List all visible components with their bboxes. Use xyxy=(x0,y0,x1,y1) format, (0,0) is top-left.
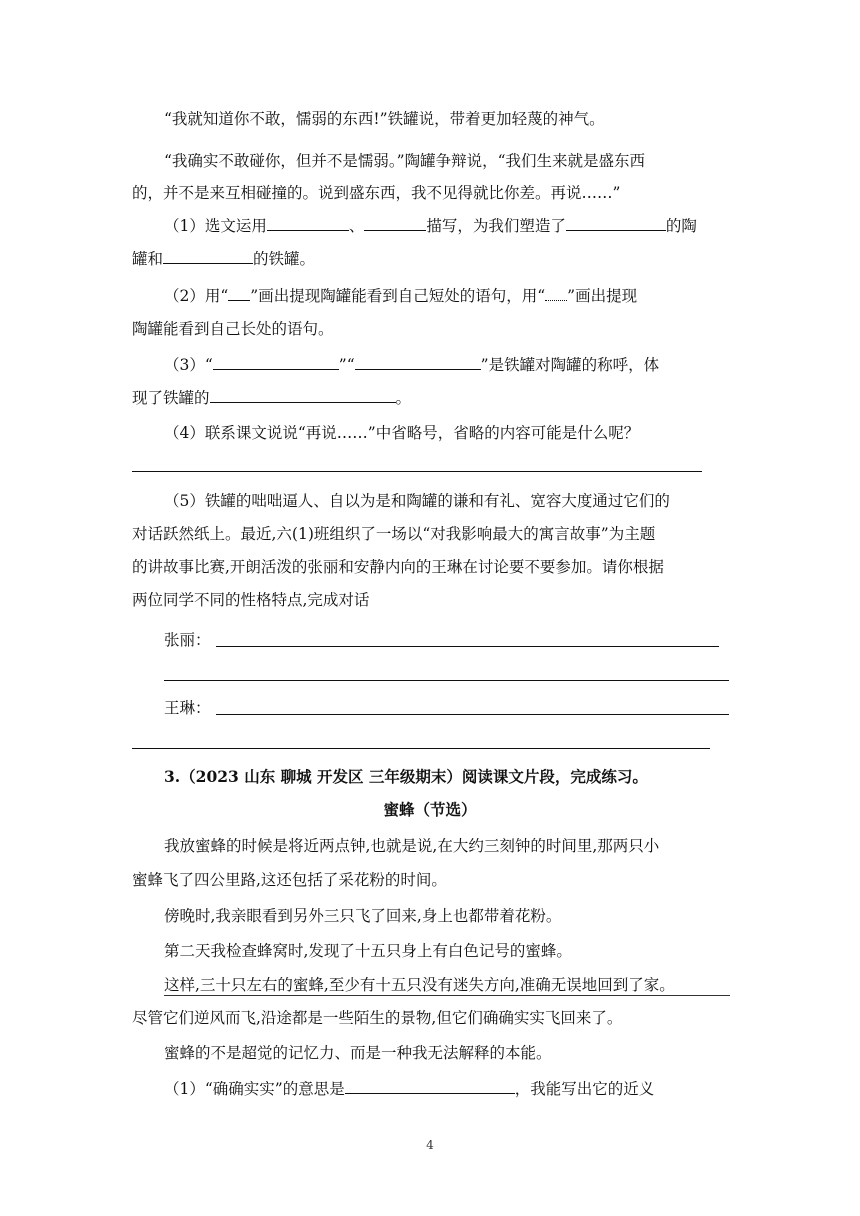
passage-p4-line-1-underlined: 这样,三十只左右的蜜蜂,至少有十五只没有迷失方向,准确无误地回到了家。 xyxy=(164,975,730,996)
passage-p3: 第二天我检查蜂窝时,发现了十五只身上有白色记号的蜜蜂。 xyxy=(164,942,572,960)
q1-text-c: 的陶 xyxy=(665,217,697,235)
q2-text-a: （2）用“ xyxy=(164,287,229,305)
wanglin-label: 王琳： xyxy=(164,699,211,717)
wanglin-answer-line-1[interactable] xyxy=(216,714,729,715)
zhangli-answer-line-1[interactable] xyxy=(216,646,719,647)
passage-question-1 xyxy=(164,1078,764,1099)
dialogue-line-2b: 的，并不是来互相碰撞的。说到盛东西，我不见得就比你差。再说……” xyxy=(132,184,621,202)
q3-text-a: （3）“ xyxy=(164,356,213,374)
wanglin-answer-line-2[interactable] xyxy=(132,748,710,749)
pq1-text-a: （1）“确确实实”的意思是 xyxy=(164,1080,345,1098)
straight-underline-sample xyxy=(228,288,250,301)
wavy-underline-sample xyxy=(545,288,567,301)
passage-p5: 蜜蜂的不是超觉的记忆力、而是一种我无法解释的本能。 xyxy=(164,1044,552,1062)
passage-p4-line-2: 尽管它们逆风而飞,沿途都是一些陌生的景物,但它们确确实实飞回来了。 xyxy=(132,1009,623,1027)
question-5-line-3: 的讲故事比赛,开朗活泼的张丽和安静内向的王琳在讨论要不要参加。请你根据 xyxy=(132,558,664,576)
q3-text-c: ”是铁罐对陶罐的称呼，体 xyxy=(480,356,660,374)
page-number: 4 xyxy=(426,1138,434,1152)
question-1-line-1 xyxy=(164,215,764,236)
question-3-line-2 xyxy=(132,387,732,408)
passage-p1-line-1: 我放蜜蜂的时候是将近两点钟,也就是说,在大约三刻钟的时间里,那两只小 xyxy=(164,837,660,855)
q1-blank-2[interactable] xyxy=(364,215,426,231)
question-2-line-1 xyxy=(164,286,764,306)
q1-blank-1[interactable] xyxy=(267,215,349,231)
q1-blank-3[interactable] xyxy=(566,215,666,231)
q1-text-b: 描写，为我们塑造了 xyxy=(426,217,566,235)
question-1-line-2 xyxy=(132,248,732,269)
q1-text-d: 罐和 xyxy=(132,250,164,268)
q3-text-e: 。 xyxy=(395,389,412,407)
q1-text-e: 的铁罐。 xyxy=(253,250,316,268)
q3-text-d: 现了铁罐的 xyxy=(132,389,210,407)
dialogue-line-2a: “我确实不敢碰你，但并不是懦弱。”陶罐争辩说，“我们生来就是盛东西 xyxy=(164,152,646,170)
q3-blank-3[interactable] xyxy=(210,387,396,403)
q4-answer-line[interactable] xyxy=(132,471,702,472)
question-2-line-2: 陶罐能看到自己长处的语句。 xyxy=(132,320,334,338)
passage-p1-line-2: 蜜蜂飞了四公里路,这还包括了采花粉的时间。 xyxy=(132,871,447,889)
q3-blank-1[interactable] xyxy=(213,354,339,370)
dialogue-line-1: “我就知道你不敢，懦弱的东西!”铁罐说，带着更加轻蔑的神气。 xyxy=(164,110,605,128)
q3-blank-2[interactable] xyxy=(355,354,481,370)
q1-text-a: （1）选文运用 xyxy=(164,217,267,235)
pq1-text-b: ，我能写出它的近义 xyxy=(514,1080,655,1098)
question-5-line-2: 对话跃然纸上。最近,六(1)班组织了一场以“对我影响最大的寓言故事”为主题 xyxy=(132,525,656,543)
pq1-blank[interactable] xyxy=(345,1078,515,1094)
question-4-line: （4）联系课文说说“再说……”中省略号，省略的内容可能是什么呢？ xyxy=(164,424,640,442)
zhangli-label: 张丽： xyxy=(164,631,211,649)
section-3-heading: 3.（2023 山东 聊城 开发区 三年级期末）阅读课文片段，完成练习。 xyxy=(164,767,648,786)
question-3-line-1 xyxy=(164,354,764,375)
q2-text-c: ”画出提现 xyxy=(567,287,638,305)
passage-p2: 傍晚时,我亲眼看到另外三只飞了回来,身上也都带着花粉。 xyxy=(164,907,562,925)
zhangli-answer-line-2[interactable] xyxy=(164,680,729,681)
q2-text-b: ”画出提现陶罐能看到自己短处的语句，用“ xyxy=(250,287,546,305)
q1-blank-4[interactable] xyxy=(163,248,253,264)
question-5-line-4: 两位同学不同的性格特点,完成对话 xyxy=(132,591,370,609)
q3-text-b: ”“ xyxy=(338,356,355,374)
passage-title: 蜜蜂（节选） xyxy=(383,800,477,819)
question-5-line-1: （5）铁罐的咄咄逼人、自以为是和陶罐的谦和有礼、宽容大度通过它们的 xyxy=(164,492,670,510)
q1-sep: 、 xyxy=(348,217,365,235)
